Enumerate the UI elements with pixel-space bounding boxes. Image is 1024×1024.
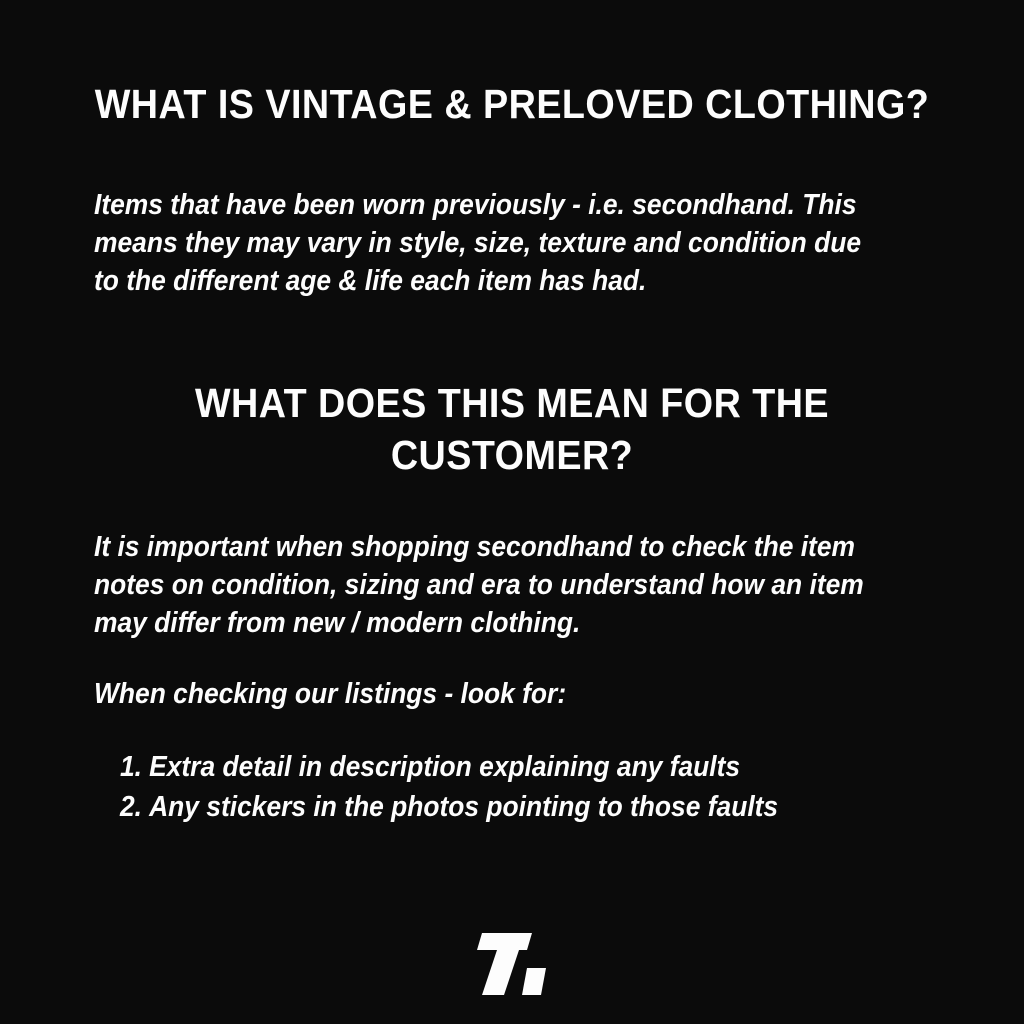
list-item — [120, 787, 778, 827]
title-what-does-this-mean — [41, 377, 983, 481]
intro-line: to the different age & life each item has had. — [94, 265, 647, 297]
title-line: WHAT DOES THIS MEAN FOR THE — [194, 380, 830, 426]
brand-logo-t-icon — [477, 933, 546, 995]
title-line: CUSTOMER? — [390, 432, 634, 478]
customer-info-line: may differ from new / modern clothing. — [94, 607, 581, 639]
intro-line: Items that have been worn previously - i.e. secondhand. This — [94, 189, 857, 221]
title-what-is-vintage: WHAT IS VINTAGE & PRELOVED CLOTHING? — [94, 81, 930, 127]
list-item-text: Extra detail in description explaining any faults — [149, 751, 741, 783]
list-item — [120, 747, 778, 787]
list-item-number: 2. — [120, 791, 143, 823]
list-item-text: Any stickers in the photos pointing to those faults — [149, 791, 779, 823]
checklist — [120, 747, 778, 827]
intro-line: means they may vary in style, size, texture and condition due — [94, 227, 862, 259]
listings-note: When checking our listings - look for: — [94, 678, 567, 710]
customer-info-paragraph — [94, 528, 864, 642]
customer-info-line: notes on condition, sizing and era to understand how an item — [94, 569, 864, 601]
customer-info-line: It is important when shopping secondhand to check the item — [94, 531, 855, 563]
list-item-number: 1. — [120, 751, 143, 783]
intro-paragraph — [94, 186, 861, 300]
